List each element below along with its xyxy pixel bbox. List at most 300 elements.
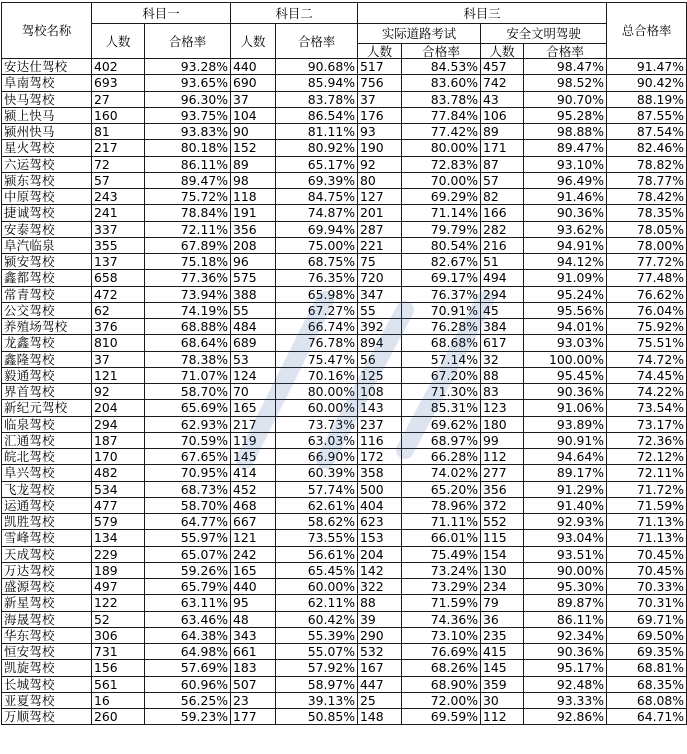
header-safety-rate: 合格率 bbox=[524, 44, 607, 59]
road-count: 517 bbox=[358, 59, 402, 75]
school-name: 安泰驾校 bbox=[2, 221, 92, 237]
k2-rate: 76.78% bbox=[276, 335, 358, 351]
safety-count: 51 bbox=[481, 254, 524, 270]
header-road-count: 人数 bbox=[358, 44, 402, 59]
k2-count: 165 bbox=[231, 562, 276, 578]
total-rate: 74.45% bbox=[607, 367, 687, 383]
k2-rate: 73.73% bbox=[276, 416, 358, 432]
table-row bbox=[2, 595, 687, 611]
safety-rate: 90.36% bbox=[524, 644, 607, 660]
safety-count: 106 bbox=[481, 107, 524, 123]
k2-count: 23 bbox=[231, 692, 276, 708]
total-rate: 73.54% bbox=[607, 400, 687, 416]
k1-rate: 86.11% bbox=[145, 156, 231, 172]
road-rate: 76.69% bbox=[402, 644, 481, 660]
road-count: 88 bbox=[358, 595, 402, 611]
school-name: 运通驾校 bbox=[2, 497, 92, 513]
k2-rate: 75.47% bbox=[276, 351, 358, 367]
total-rate: 78.42% bbox=[607, 189, 687, 205]
k1-rate: 93.75% bbox=[145, 107, 231, 123]
k1-rate: 56.25% bbox=[145, 692, 231, 708]
school-name: 飞龙驾校 bbox=[2, 481, 92, 497]
k1-rate: 62.93% bbox=[145, 416, 231, 432]
school-name: 安达仕驾校 bbox=[2, 59, 92, 75]
k1-rate: 63.11% bbox=[145, 595, 231, 611]
school-name: 公交驾校 bbox=[2, 302, 92, 318]
k1-rate: 77.36% bbox=[145, 270, 231, 286]
k1-count: 160 bbox=[92, 107, 145, 123]
k1-count: 534 bbox=[92, 481, 145, 497]
road-rate: 75.49% bbox=[402, 546, 481, 562]
k2-rate: 66.74% bbox=[276, 319, 358, 335]
road-rate: 69.62% bbox=[402, 416, 481, 432]
safety-rate: 98.52% bbox=[524, 75, 607, 91]
k2-count: 484 bbox=[231, 319, 276, 335]
road-count: 75 bbox=[358, 254, 402, 270]
header-school: 驾校名称 bbox=[2, 3, 92, 59]
road-rate: 69.59% bbox=[402, 709, 481, 725]
road-rate: 57.14% bbox=[402, 351, 481, 367]
k2-count: 575 bbox=[231, 270, 276, 286]
total-rate: 71.72% bbox=[607, 481, 687, 497]
safety-rate: 93.62% bbox=[524, 221, 607, 237]
table-row bbox=[2, 530, 687, 546]
k2-count: 343 bbox=[231, 627, 276, 643]
table-row bbox=[2, 156, 687, 172]
safety-rate: 95.30% bbox=[524, 579, 607, 595]
k1-rate: 78.84% bbox=[145, 205, 231, 221]
k1-count: 477 bbox=[92, 497, 145, 513]
k1-rate: 64.77% bbox=[145, 514, 231, 530]
road-rate: 70.91% bbox=[402, 302, 481, 318]
school-name: 临泉驾校 bbox=[2, 416, 92, 432]
total-rate: 77.72% bbox=[607, 254, 687, 270]
school-name: 阜南驾校 bbox=[2, 75, 92, 91]
table-row bbox=[2, 172, 687, 188]
k1-count: 204 bbox=[92, 400, 145, 416]
header-road-rate: 合格率 bbox=[402, 44, 481, 59]
road-count: 392 bbox=[358, 319, 402, 335]
header-subject2: 科目二 bbox=[231, 3, 358, 24]
table-row bbox=[2, 335, 687, 351]
k2-rate: 80.00% bbox=[276, 384, 358, 400]
table-row bbox=[2, 189, 687, 205]
school-name: 盛源驾校 bbox=[2, 579, 92, 595]
header-k1-rate: 合格率 bbox=[145, 24, 231, 59]
table-row bbox=[2, 302, 687, 318]
road-count: 237 bbox=[358, 416, 402, 432]
k1-count: 62 bbox=[92, 302, 145, 318]
road-rate: 66.01% bbox=[402, 530, 481, 546]
k2-rate: 65.45% bbox=[276, 562, 358, 578]
header-road-test: 实际道路考试 bbox=[358, 24, 481, 44]
k2-rate: 60.42% bbox=[276, 611, 358, 627]
k1-count: 121 bbox=[92, 367, 145, 383]
k1-rate: 72.11% bbox=[145, 221, 231, 237]
safety-rate: 89.47% bbox=[524, 140, 607, 156]
road-count: 201 bbox=[358, 205, 402, 221]
road-rate: 73.29% bbox=[402, 579, 481, 595]
k2-rate: 60.00% bbox=[276, 579, 358, 595]
road-count: 93 bbox=[358, 124, 402, 140]
total-rate: 69.35% bbox=[607, 644, 687, 660]
safety-count: 30 bbox=[481, 692, 524, 708]
safety-rate: 95.17% bbox=[524, 660, 607, 676]
table-row bbox=[2, 546, 687, 562]
table-row bbox=[2, 579, 687, 595]
k2-rate: 60.39% bbox=[276, 465, 358, 481]
total-rate: 71.59% bbox=[607, 497, 687, 513]
total-rate: 71.13% bbox=[607, 514, 687, 530]
table-row bbox=[2, 465, 687, 481]
k2-rate: 80.92% bbox=[276, 140, 358, 156]
k1-count: 189 bbox=[92, 562, 145, 578]
k2-rate: 74.87% bbox=[276, 205, 358, 221]
safety-rate: 93.33% bbox=[524, 692, 607, 708]
road-rate: 68.90% bbox=[402, 676, 481, 692]
k1-rate: 65.69% bbox=[145, 400, 231, 416]
road-rate: 77.84% bbox=[402, 107, 481, 123]
safety-rate: 92.34% bbox=[524, 627, 607, 643]
table-row bbox=[2, 319, 687, 335]
k2-rate: 58.97% bbox=[276, 676, 358, 692]
k1-rate: 59.23% bbox=[145, 709, 231, 725]
total-rate: 78.82% bbox=[607, 156, 687, 172]
k1-count: 482 bbox=[92, 465, 145, 481]
k1-count: 156 bbox=[92, 660, 145, 676]
table-row bbox=[2, 221, 687, 237]
school-name: 鑫都驾校 bbox=[2, 270, 92, 286]
safety-count: 494 bbox=[481, 270, 524, 286]
safety-count: 552 bbox=[481, 514, 524, 530]
safety-count: 234 bbox=[481, 579, 524, 595]
road-rate: 70.00% bbox=[402, 172, 481, 188]
road-rate: 74.36% bbox=[402, 611, 481, 627]
k2-count: 165 bbox=[231, 400, 276, 416]
safety-count: 89 bbox=[481, 124, 524, 140]
safety-count: 43 bbox=[481, 91, 524, 107]
table-row bbox=[2, 75, 687, 91]
table-row bbox=[2, 107, 687, 123]
safety-rate: 91.46% bbox=[524, 189, 607, 205]
total-rate: 64.71% bbox=[607, 709, 687, 725]
total-rate: 87.54% bbox=[607, 124, 687, 140]
safety-count: 112 bbox=[481, 709, 524, 725]
total-rate: 70.45% bbox=[607, 546, 687, 562]
k2-count: 468 bbox=[231, 497, 276, 513]
table-row bbox=[2, 254, 687, 270]
k1-rate: 68.64% bbox=[145, 335, 231, 351]
k2-count: 124 bbox=[231, 367, 276, 383]
safety-count: 294 bbox=[481, 286, 524, 302]
table-row bbox=[2, 367, 687, 383]
road-count: 532 bbox=[358, 644, 402, 660]
road-count: 80 bbox=[358, 172, 402, 188]
k1-count: 402 bbox=[92, 59, 145, 75]
safety-rate: 94.01% bbox=[524, 319, 607, 335]
k2-count: 191 bbox=[231, 205, 276, 221]
k2-count: 440 bbox=[231, 59, 276, 75]
safety-count: 415 bbox=[481, 644, 524, 660]
safety-count: 112 bbox=[481, 449, 524, 465]
k2-count: 98 bbox=[231, 172, 276, 188]
school-name: 皖北驾校 bbox=[2, 449, 92, 465]
safety-count: 384 bbox=[481, 319, 524, 335]
total-rate: 68.35% bbox=[607, 676, 687, 692]
safety-count: 99 bbox=[481, 432, 524, 448]
total-rate: 70.31% bbox=[607, 595, 687, 611]
k2-count: 440 bbox=[231, 579, 276, 595]
k1-count: 16 bbox=[92, 692, 145, 708]
road-rate: 80.54% bbox=[402, 237, 481, 253]
table-row bbox=[2, 400, 687, 416]
road-count: 116 bbox=[358, 432, 402, 448]
header-total-rate: 总合格率 bbox=[607, 3, 687, 59]
road-rate: 83.78% bbox=[402, 91, 481, 107]
safety-rate: 93.10% bbox=[524, 156, 607, 172]
k1-rate: 75.72% bbox=[145, 189, 231, 205]
road-count: 500 bbox=[358, 481, 402, 497]
safety-rate: 92.93% bbox=[524, 514, 607, 530]
k1-rate: 60.96% bbox=[145, 676, 231, 692]
table-row bbox=[2, 514, 687, 530]
safety-rate: 95.45% bbox=[524, 367, 607, 383]
safety-rate: 94.12% bbox=[524, 254, 607, 270]
school-name: 颍东驾校 bbox=[2, 172, 92, 188]
k1-rate: 93.83% bbox=[145, 124, 231, 140]
road-rate: 71.11% bbox=[402, 514, 481, 530]
safety-rate: 90.36% bbox=[524, 205, 607, 221]
safety-rate: 89.17% bbox=[524, 465, 607, 481]
safety-rate: 90.70% bbox=[524, 91, 607, 107]
road-count: 358 bbox=[358, 465, 402, 481]
school-name: 万顺驾校 bbox=[2, 709, 92, 725]
road-rate: 72.83% bbox=[402, 156, 481, 172]
k2-rate: 55.07% bbox=[276, 644, 358, 660]
k1-count: 810 bbox=[92, 335, 145, 351]
k1-count: 72 bbox=[92, 156, 145, 172]
k1-count: 658 bbox=[92, 270, 145, 286]
k1-count: 294 bbox=[92, 416, 145, 432]
k1-rate: 96.30% bbox=[145, 91, 231, 107]
table-row bbox=[2, 644, 687, 660]
total-rate: 75.92% bbox=[607, 319, 687, 335]
safety-count: 171 bbox=[481, 140, 524, 156]
safety-count: 154 bbox=[481, 546, 524, 562]
k1-rate: 59.26% bbox=[145, 562, 231, 578]
road-count: 153 bbox=[358, 530, 402, 546]
header-k2-count: 人数 bbox=[231, 24, 276, 59]
school-name: 中原驾校 bbox=[2, 189, 92, 205]
safety-count: 45 bbox=[481, 302, 524, 318]
school-name: 雪峰驾校 bbox=[2, 530, 92, 546]
road-count: 127 bbox=[358, 189, 402, 205]
school-name: 海晟驾校 bbox=[2, 611, 92, 627]
total-rate: 88.19% bbox=[607, 91, 687, 107]
k1-count: 57 bbox=[92, 172, 145, 188]
k2-count: 104 bbox=[231, 107, 276, 123]
k2-rate: 90.68% bbox=[276, 59, 358, 75]
road-count: 404 bbox=[358, 497, 402, 513]
k1-rate: 63.46% bbox=[145, 611, 231, 627]
k1-rate: 64.98% bbox=[145, 644, 231, 660]
safety-rate: 92.86% bbox=[524, 709, 607, 725]
road-rate: 76.28% bbox=[402, 319, 481, 335]
k1-count: 137 bbox=[92, 254, 145, 270]
school-name: 六运驾校 bbox=[2, 156, 92, 172]
safety-rate: 94.64% bbox=[524, 449, 607, 465]
road-rate: 85.31% bbox=[402, 400, 481, 416]
road-rate: 73.10% bbox=[402, 627, 481, 643]
k2-count: 183 bbox=[231, 660, 276, 676]
k1-rate: 68.88% bbox=[145, 319, 231, 335]
safety-rate: 96.49% bbox=[524, 172, 607, 188]
k1-rate: 73.94% bbox=[145, 286, 231, 302]
k1-count: 52 bbox=[92, 611, 145, 627]
total-rate: 75.51% bbox=[607, 335, 687, 351]
total-rate: 82.46% bbox=[607, 140, 687, 156]
total-rate: 70.33% bbox=[607, 579, 687, 595]
road-count: 125 bbox=[358, 367, 402, 383]
k2-count: 89 bbox=[231, 156, 276, 172]
k2-count: 208 bbox=[231, 237, 276, 253]
safety-rate: 93.04% bbox=[524, 530, 607, 546]
road-count: 55 bbox=[358, 302, 402, 318]
safety-rate: 89.87% bbox=[524, 595, 607, 611]
total-rate: 91.47% bbox=[607, 59, 687, 75]
k2-count: 690 bbox=[231, 75, 276, 91]
k2-count: 152 bbox=[231, 140, 276, 156]
safety-rate: 91.09% bbox=[524, 270, 607, 286]
safety-count: 742 bbox=[481, 75, 524, 91]
road-rate: 73.24% bbox=[402, 562, 481, 578]
table-row bbox=[2, 91, 687, 107]
k2-count: 356 bbox=[231, 221, 276, 237]
safety-count: 235 bbox=[481, 627, 524, 643]
k1-count: 731 bbox=[92, 644, 145, 660]
road-rate: 68.26% bbox=[402, 660, 481, 676]
school-name: 颍州快马 bbox=[2, 124, 92, 140]
k2-rate: 66.90% bbox=[276, 449, 358, 465]
k1-count: 229 bbox=[92, 546, 145, 562]
k1-count: 37 bbox=[92, 351, 145, 367]
k1-rate: 70.95% bbox=[145, 465, 231, 481]
road-rate: 71.30% bbox=[402, 384, 481, 400]
k1-rate: 80.18% bbox=[145, 140, 231, 156]
total-rate: 72.36% bbox=[607, 432, 687, 448]
table-row bbox=[2, 692, 687, 708]
safety-rate: 93.51% bbox=[524, 546, 607, 562]
road-rate: 68.68% bbox=[402, 335, 481, 351]
road-rate: 69.29% bbox=[402, 189, 481, 205]
k1-rate: 78.38% bbox=[145, 351, 231, 367]
safety-count: 359 bbox=[481, 676, 524, 692]
total-rate: 72.11% bbox=[607, 465, 687, 481]
k2-rate: 56.61% bbox=[276, 546, 358, 562]
safety-rate: 92.48% bbox=[524, 676, 607, 692]
k2-rate: 68.75% bbox=[276, 254, 358, 270]
k2-count: 177 bbox=[231, 709, 276, 725]
table-row bbox=[2, 497, 687, 513]
road-count: 39 bbox=[358, 611, 402, 627]
road-rate: 67.20% bbox=[402, 367, 481, 383]
safety-count: 180 bbox=[481, 416, 524, 432]
road-count: 142 bbox=[358, 562, 402, 578]
k2-count: 96 bbox=[231, 254, 276, 270]
safety-rate: 93.03% bbox=[524, 335, 607, 351]
road-count: 108 bbox=[358, 384, 402, 400]
k1-rate: 75.18% bbox=[145, 254, 231, 270]
safety-count: 57 bbox=[481, 172, 524, 188]
k2-count: 452 bbox=[231, 481, 276, 497]
school-name: 颍上快马 bbox=[2, 107, 92, 123]
k1-rate: 93.28% bbox=[145, 59, 231, 75]
table-row bbox=[2, 562, 687, 578]
safety-rate: 100.00% bbox=[524, 351, 607, 367]
k1-count: 579 bbox=[92, 514, 145, 530]
safety-count: 457 bbox=[481, 59, 524, 75]
k1-rate: 93.65% bbox=[145, 75, 231, 91]
safety-rate: 98.47% bbox=[524, 59, 607, 75]
table-row bbox=[2, 416, 687, 432]
k2-rate: 50.85% bbox=[276, 709, 358, 725]
total-rate: 76.62% bbox=[607, 286, 687, 302]
road-rate: 71.59% bbox=[402, 595, 481, 611]
safety-rate: 94.91% bbox=[524, 237, 607, 253]
safety-count: 277 bbox=[481, 465, 524, 481]
safety-rate: 90.00% bbox=[524, 562, 607, 578]
road-count: 221 bbox=[358, 237, 402, 253]
safety-count: 88 bbox=[481, 367, 524, 383]
school-name: 汇通驾校 bbox=[2, 432, 92, 448]
school-name: 快马驾校 bbox=[2, 91, 92, 107]
k2-rate: 63.03% bbox=[276, 432, 358, 448]
total-rate: 90.42% bbox=[607, 75, 687, 91]
safety-count: 617 bbox=[481, 335, 524, 351]
table-row bbox=[2, 449, 687, 465]
school-name: 龙鑫驾校 bbox=[2, 335, 92, 351]
safety-count: 82 bbox=[481, 189, 524, 205]
k1-count: 92 bbox=[92, 384, 145, 400]
k1-rate: 71.07% bbox=[145, 367, 231, 383]
safety-rate: 90.91% bbox=[524, 432, 607, 448]
k1-count: 122 bbox=[92, 595, 145, 611]
road-count: 172 bbox=[358, 449, 402, 465]
table-row bbox=[2, 611, 687, 627]
total-rate: 78.05% bbox=[607, 221, 687, 237]
k2-count: 121 bbox=[231, 530, 276, 546]
table-body bbox=[2, 59, 687, 725]
table-header bbox=[2, 3, 687, 59]
k1-rate: 65.79% bbox=[145, 579, 231, 595]
school-name: 养殖场驾校 bbox=[2, 319, 92, 335]
k1-rate: 65.07% bbox=[145, 546, 231, 562]
k2-rate: 86.54% bbox=[276, 107, 358, 123]
k2-count: 95 bbox=[231, 595, 276, 611]
school-name: 星火驾校 bbox=[2, 140, 92, 156]
road-rate: 74.02% bbox=[402, 465, 481, 481]
k2-count: 119 bbox=[231, 432, 276, 448]
school-name: 毅通驾校 bbox=[2, 367, 92, 383]
table-row bbox=[2, 432, 687, 448]
safety-rate: 91.40% bbox=[524, 497, 607, 513]
table-row bbox=[2, 237, 687, 253]
k2-count: 90 bbox=[231, 124, 276, 140]
road-count: 190 bbox=[358, 140, 402, 156]
k1-count: 243 bbox=[92, 189, 145, 205]
safety-count: 130 bbox=[481, 562, 524, 578]
header-safety: 安全文明驾驶 bbox=[481, 24, 607, 44]
